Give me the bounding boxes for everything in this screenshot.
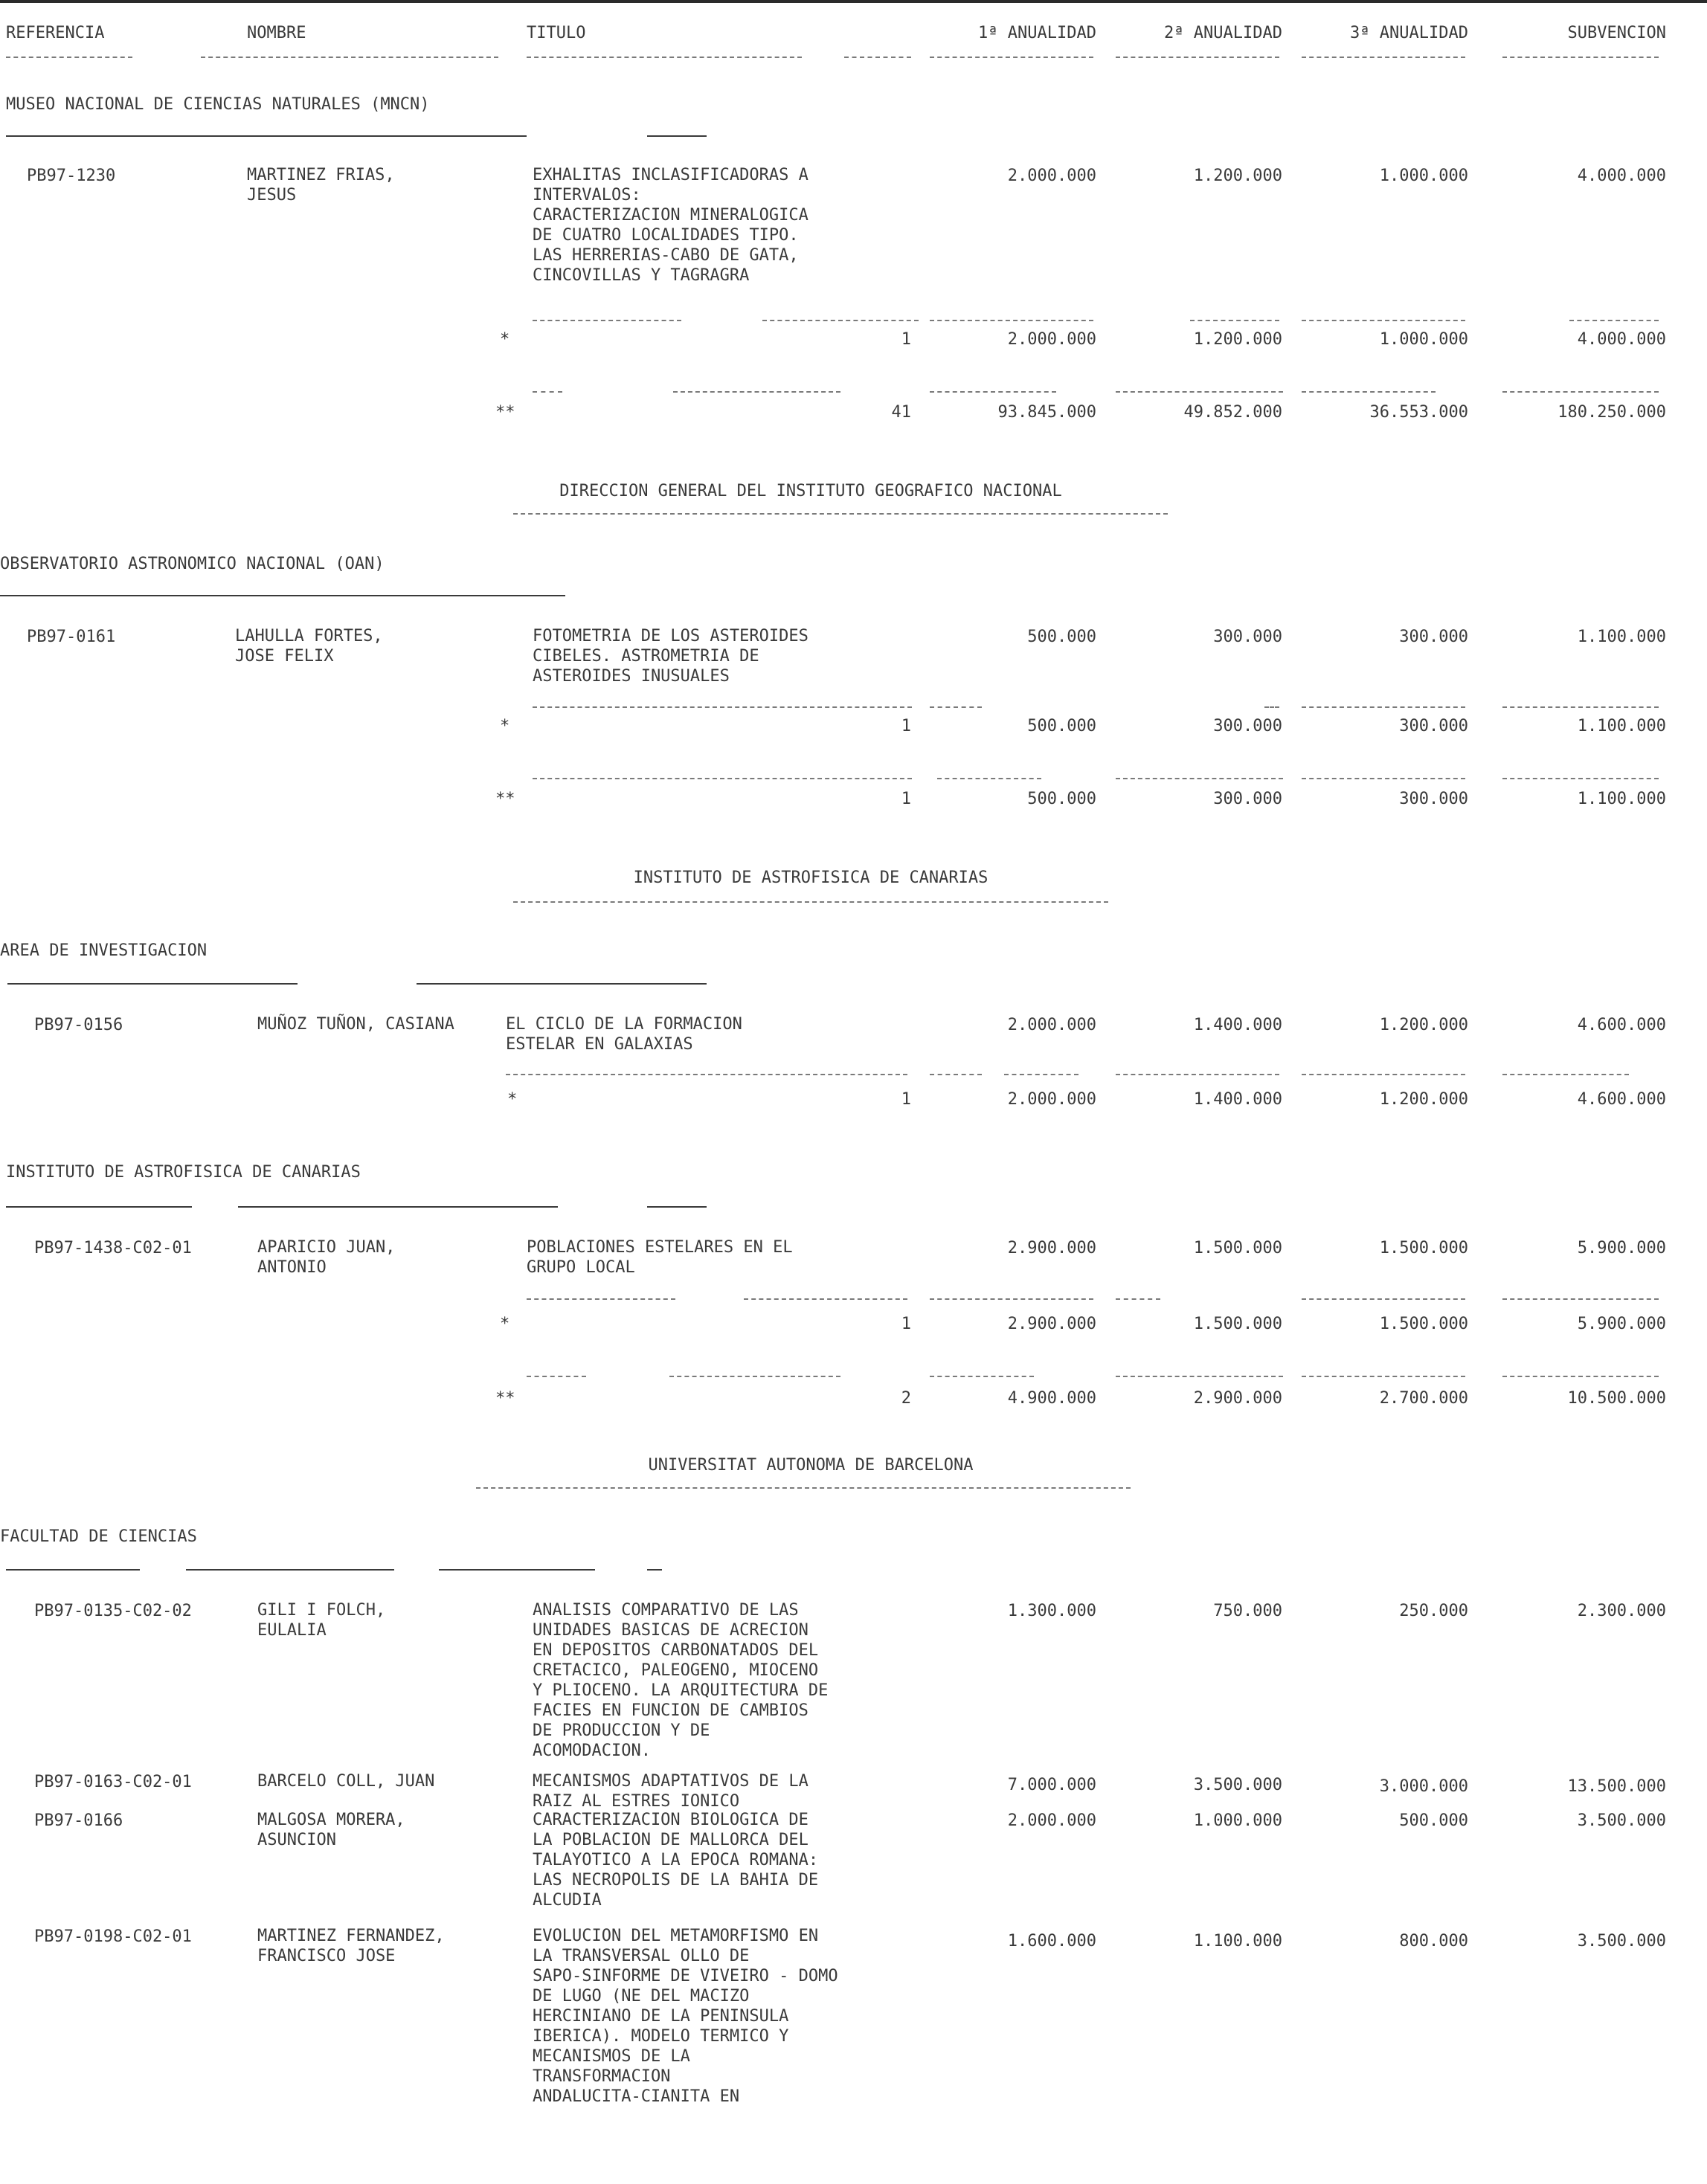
col-anualidad-2: 2ª ANUALIDAD: [1164, 24, 1282, 42]
row-anualidad-3: 500.000: [1399, 1811, 1468, 1830]
organization-underline: [513, 513, 1168, 515]
row-anualidad-2: 300.000: [1213, 628, 1282, 646]
row-subvencion: 1.100.000: [1577, 628, 1666, 646]
row-anualidad-3: 800.000: [1399, 1932, 1468, 1951]
subtotal-count: 1: [901, 717, 911, 735]
subtotal-rule: [930, 320, 1093, 321]
row-subvencion: 2.300.000: [1577, 1602, 1666, 1620]
section-underline: [439, 1569, 595, 1571]
row-subvencion: 4.000.000: [1577, 167, 1666, 185]
total-rule: [527, 1376, 586, 1377]
subtotal-rule: [1190, 320, 1279, 321]
header-rule: [527, 57, 802, 58]
header-rule: [1302, 57, 1465, 58]
row-anualidad-2: 1.100.000: [1193, 1932, 1282, 1951]
organization-heading: DIRECCION GENERAL DEL INSTITUTO GEOGRAFICO NACIONAL: [559, 482, 1062, 500]
subtotal-anualidad-1: 500.000: [1027, 717, 1096, 735]
subtotal-rule: [762, 320, 919, 321]
total-rule: [1116, 391, 1283, 393]
row-anualidad-1: 2.000.000: [1007, 167, 1096, 185]
subtotal-rule: [1302, 706, 1465, 708]
subtotal-anualidad-3: 300.000: [1399, 717, 1468, 735]
row-title: FOTOMETRIA DE LOS ASTEROIDES CIBELES. ASTROMETRIA DE ASTEROIDES INUSUALES: [533, 627, 809, 686]
row-title: MECANISMOS ADAPTATIVOS DE LA RAIZ AL ESTRES IONICO: [533, 1772, 809, 1811]
row-title: POBLACIONES ESTELARES EN EL GRUPO LOCAL: [527, 1238, 793, 1277]
subtotal-rule: [533, 706, 912, 708]
row-anualidad-2: 1.500.000: [1193, 1239, 1282, 1257]
section-underline: [238, 1206, 558, 1208]
row-subvencion: 13.500.000: [1567, 1777, 1666, 1796]
row-subvencion: 3.500.000: [1577, 1932, 1666, 1951]
subtotal-anualidad-1: 2.000.000: [1007, 330, 1096, 349]
subtotal-mark: *: [500, 330, 510, 349]
total-count: 2: [901, 1389, 911, 1408]
subtotal-anualidad-2: 1.200.000: [1193, 330, 1282, 349]
section-underline: [186, 1569, 394, 1571]
total-rule: [930, 1376, 1034, 1377]
section-title: OBSERVATORIO ASTRONOMICO NACIONAL (OAN): [0, 555, 385, 573]
organization-heading: INSTITUTO DE ASTROFISICA DE CANARIAS: [633, 869, 988, 887]
total-count: 41: [891, 403, 911, 422]
row-ref: PB97-0135-C02-02: [34, 1602, 192, 1620]
total-rule: [1302, 778, 1465, 779]
subtotal-anualidad-3: 1.500.000: [1379, 1315, 1468, 1333]
row-ref: PB97-0198-C02-01: [34, 1927, 192, 1946]
header-rule: [844, 57, 911, 58]
section-underline: [6, 1206, 192, 1208]
subtotal-mark: *: [507, 1090, 518, 1109]
total-rule: [1116, 1376, 1283, 1377]
subtotal-anualidad-3: 1.000.000: [1379, 330, 1468, 349]
section-underline: [6, 1569, 140, 1571]
row-title: EXHALITAS INCLASIFICADORAS A INTERVALOS: CARACTERIZACION MINERALOGICA DE CUATRO LOCALIDADES TIPO. LAS HERRERIAS-CABO DE GATA, CINCOVILLAS Y TAGRAGRA: [533, 166, 809, 285]
subtotal-rule: [930, 706, 982, 708]
section-title: INSTITUTO DE ASTROFISICA DE CANARIAS: [6, 1163, 361, 1182]
subtotal-rule: [533, 320, 681, 321]
subtotal-mark: *: [500, 1315, 510, 1333]
subtotal-anualidad-2: 1.400.000: [1193, 1090, 1282, 1109]
subtotal-rule: [527, 1298, 675, 1300]
header-rule: [6, 57, 132, 58]
row-anualidad-3: 250.000: [1399, 1602, 1468, 1620]
total-rule: [673, 391, 840, 393]
row-anualidad-2: 1.200.000: [1193, 167, 1282, 185]
total-anualidad-3: 2.700.000: [1379, 1389, 1468, 1408]
col-anualidad-3: 3ª ANUALIDAD: [1350, 24, 1468, 42]
row-subvencion: 5.900.000: [1577, 1239, 1666, 1257]
subtotal-anualidad-1: 2.000.000: [1007, 1090, 1096, 1109]
total-count: 1: [901, 790, 911, 808]
subtotal-subvencion: 4.600.000: [1577, 1090, 1666, 1109]
row-anualidad-1: 500.000: [1027, 628, 1096, 646]
subtotal-anualidad-3: 1.200.000: [1379, 1090, 1468, 1109]
subtotal-rule: [930, 1298, 1093, 1300]
total-anualidad-3: 300.000: [1399, 790, 1468, 808]
row-name: MARTINEZ FERNANDEZ, FRANCISCO JOSE: [257, 1927, 445, 1965]
row-anualidad-2: 3.500.000: [1193, 1776, 1282, 1794]
total-mark: **: [495, 1389, 515, 1408]
total-rule: [1302, 1376, 1465, 1377]
subtotal-rule: [1264, 706, 1279, 708]
organization-underline: [513, 901, 1108, 903]
subtotal-rule: [1569, 320, 1659, 321]
section-underline: [7, 983, 298, 985]
section-underline: [0, 595, 565, 596]
subtotal-rule: [1502, 1298, 1659, 1300]
total-rule: [1502, 778, 1659, 779]
total-anualidad-2: 300.000: [1213, 790, 1282, 808]
total-rule: [1502, 391, 1659, 393]
row-ref: PB97-0161: [27, 628, 116, 646]
row-anualidad-1: 2.000.000: [1007, 1016, 1096, 1034]
subtotal-rule: [506, 1074, 907, 1075]
section-underline: [647, 1206, 707, 1208]
col-referencia: REFERENCIA: [6, 24, 105, 42]
total-anualidad-1: 500.000: [1027, 790, 1096, 808]
total-rule: [669, 1376, 840, 1377]
subtotal-rule: [1116, 1298, 1160, 1300]
subtotal-count: 1: [901, 1090, 911, 1109]
row-anualidad-1: 1.300.000: [1007, 1602, 1096, 1620]
subtotal-count: 1: [901, 1315, 911, 1333]
subtotal-rule: [930, 1074, 982, 1075]
row-name: GILI I FOLCH, EULALIA: [257, 1601, 386, 1640]
total-rule: [533, 391, 562, 393]
subtotal-anualidad-2: 300.000: [1213, 717, 1282, 735]
organization-heading: UNIVERSITAT AUTONOMA DE BARCELONA: [648, 1456, 974, 1475]
row-title: ANALISIS COMPARATIVO DE LAS UNIDADES BASICAS DE ACRECION EN DEPOSITOS CARBONATADOS DEL CRETACICO, PALEOGENO, MIOCENO Y PLIOCENO. LA ARQUITECTURA DE FACIES EN FUNCION DE CAMBIOS DE PRODUCCION Y DE ACOMODACION.: [533, 1601, 829, 1760]
total-anualidad-3: 36.553.000: [1369, 403, 1468, 422]
row-anualidad-3: 1.500.000: [1379, 1239, 1468, 1257]
section-underline: [6, 135, 527, 137]
subtotal-anualidad-2: 1.500.000: [1193, 1315, 1282, 1333]
total-rule: [533, 778, 912, 779]
subtotal-rule: [1004, 1074, 1078, 1075]
row-name: LAHULLA FORTES, JOSE FELIX: [235, 627, 383, 666]
subtotal-subvencion: 5.900.000: [1577, 1315, 1666, 1333]
total-rule: [1502, 1376, 1659, 1377]
top-rule: [0, 0, 1707, 3]
total-subvencion: 1.100.000: [1577, 790, 1666, 808]
row-name: MALGOSA MORERA, ASUNCION: [257, 1811, 405, 1849]
header-rule: [930, 57, 1093, 58]
col-titulo: TITULO: [527, 24, 586, 42]
subtotal-subvencion: 4.000.000: [1577, 330, 1666, 349]
row-anualidad-3: 1.000.000: [1379, 167, 1468, 185]
col-nombre: NOMBRE: [247, 24, 306, 42]
row-name: MUÑOZ TUÑON, CASIANA: [257, 1015, 454, 1034]
row-title: CARACTERIZACION BIOLOGICA DE LA POBLACION DE MALLORCA DEL TALAYOTICO A LA EPOCA ROMANA: LAS NECROPOLIS DE LA BAHIA DE ALCUDIA: [533, 1811, 819, 1910]
row-anualidad-3: 3.000.000: [1379, 1777, 1468, 1796]
row-anualidad-2: 1.000.000: [1193, 1811, 1282, 1830]
total-anualidad-2: 49.852.000: [1183, 403, 1282, 422]
total-rule: [1116, 778, 1283, 779]
subtotal-rule: [1116, 1074, 1279, 1075]
subtotal-rule: [1302, 320, 1465, 321]
col-subvencion: SUBVENCION: [1567, 24, 1666, 42]
row-name: BARCELO COLL, JUAN: [257, 1772, 435, 1791]
total-anualidad-1: 93.845.000: [997, 403, 1096, 422]
row-anualidad-2: 750.000: [1213, 1602, 1282, 1620]
subtotal-rule: [1302, 1298, 1465, 1300]
row-title: EL CICLO DE LA FORMACION ESTELAR EN GALAXIAS: [506, 1015, 742, 1054]
row-ref: PB97-1438-C02-01: [34, 1239, 192, 1257]
section-title: FACULTAD DE CIENCIAS: [0, 1527, 197, 1546]
row-anualidad-3: 300.000: [1399, 628, 1468, 646]
subtotal-count: 1: [901, 330, 911, 349]
section-underline: [647, 135, 707, 137]
subtotal-mark: *: [500, 717, 510, 735]
section-underline: [417, 983, 707, 985]
total-anualidad-1: 4.900.000: [1007, 1389, 1096, 1408]
subtotal-rule: [1502, 706, 1659, 708]
subtotal-rule: [1302, 1074, 1465, 1075]
total-mark: **: [495, 403, 515, 422]
header-rule: [1502, 57, 1659, 58]
row-anualidad-1: 1.600.000: [1007, 1932, 1096, 1951]
subtotal-rule: [744, 1298, 907, 1300]
row-ref: PB97-0166: [34, 1811, 123, 1830]
total-subvencion: 180.250.000: [1557, 403, 1666, 422]
row-anualidad-1: 7.000.000: [1007, 1776, 1096, 1794]
row-title: EVOLUCION DEL METAMORFISMO EN LA TRANSVERSAL OLLO DE SAPO-SINFORME DE VIVEIRO - DOMO DE LUGO (NE DEL MACIZO HERCINIANO DE LA PENINSULA IBERICA). MODELO TERMICO Y MECANISMOS DE LA TRANSFORMACION ANDALUCITA-CIANITA EN: [533, 1927, 838, 2106]
total-rule: [930, 391, 1056, 393]
row-anualidad-3: 1.200.000: [1379, 1016, 1468, 1034]
total-rule: [937, 778, 1041, 779]
row-ref: PB97-1230: [27, 167, 116, 185]
row-name: MARTINEZ FRIAS, JESUS: [247, 166, 395, 204]
subtotal-anualidad-1: 2.900.000: [1007, 1315, 1096, 1333]
row-anualidad-2: 1.400.000: [1193, 1016, 1282, 1034]
header-rule: [201, 57, 498, 58]
total-mark: **: [495, 790, 515, 808]
header-rule: [1116, 57, 1279, 58]
row-ref: PB97-0163-C02-01: [34, 1773, 192, 1791]
col-anualidad-1: 1ª ANUALIDAD: [978, 24, 1096, 42]
section-underline: [647, 1569, 662, 1571]
total-anualidad-2: 2.900.000: [1193, 1389, 1282, 1408]
subtotal-subvencion: 1.100.000: [1577, 717, 1666, 735]
total-subvencion: 10.500.000: [1567, 1389, 1666, 1408]
section-title: AREA DE INVESTIGACION: [0, 941, 208, 960]
row-anualidad-1: 2.900.000: [1007, 1239, 1096, 1257]
subtotal-rule: [1502, 1074, 1629, 1075]
row-subvencion: 4.600.000: [1577, 1016, 1666, 1034]
row-anualidad-1: 2.000.000: [1007, 1811, 1096, 1830]
row-name: APARICIO JUAN, ANTONIO: [257, 1238, 396, 1277]
row-subvencion: 3.500.000: [1577, 1811, 1666, 1830]
total-rule: [1302, 391, 1436, 393]
row-ref: PB97-0156: [34, 1016, 123, 1034]
section-title: MUSEO NACIONAL DE CIENCIAS NATURALES (MNCN): [6, 95, 430, 114]
organization-underline: [476, 1487, 1131, 1489]
